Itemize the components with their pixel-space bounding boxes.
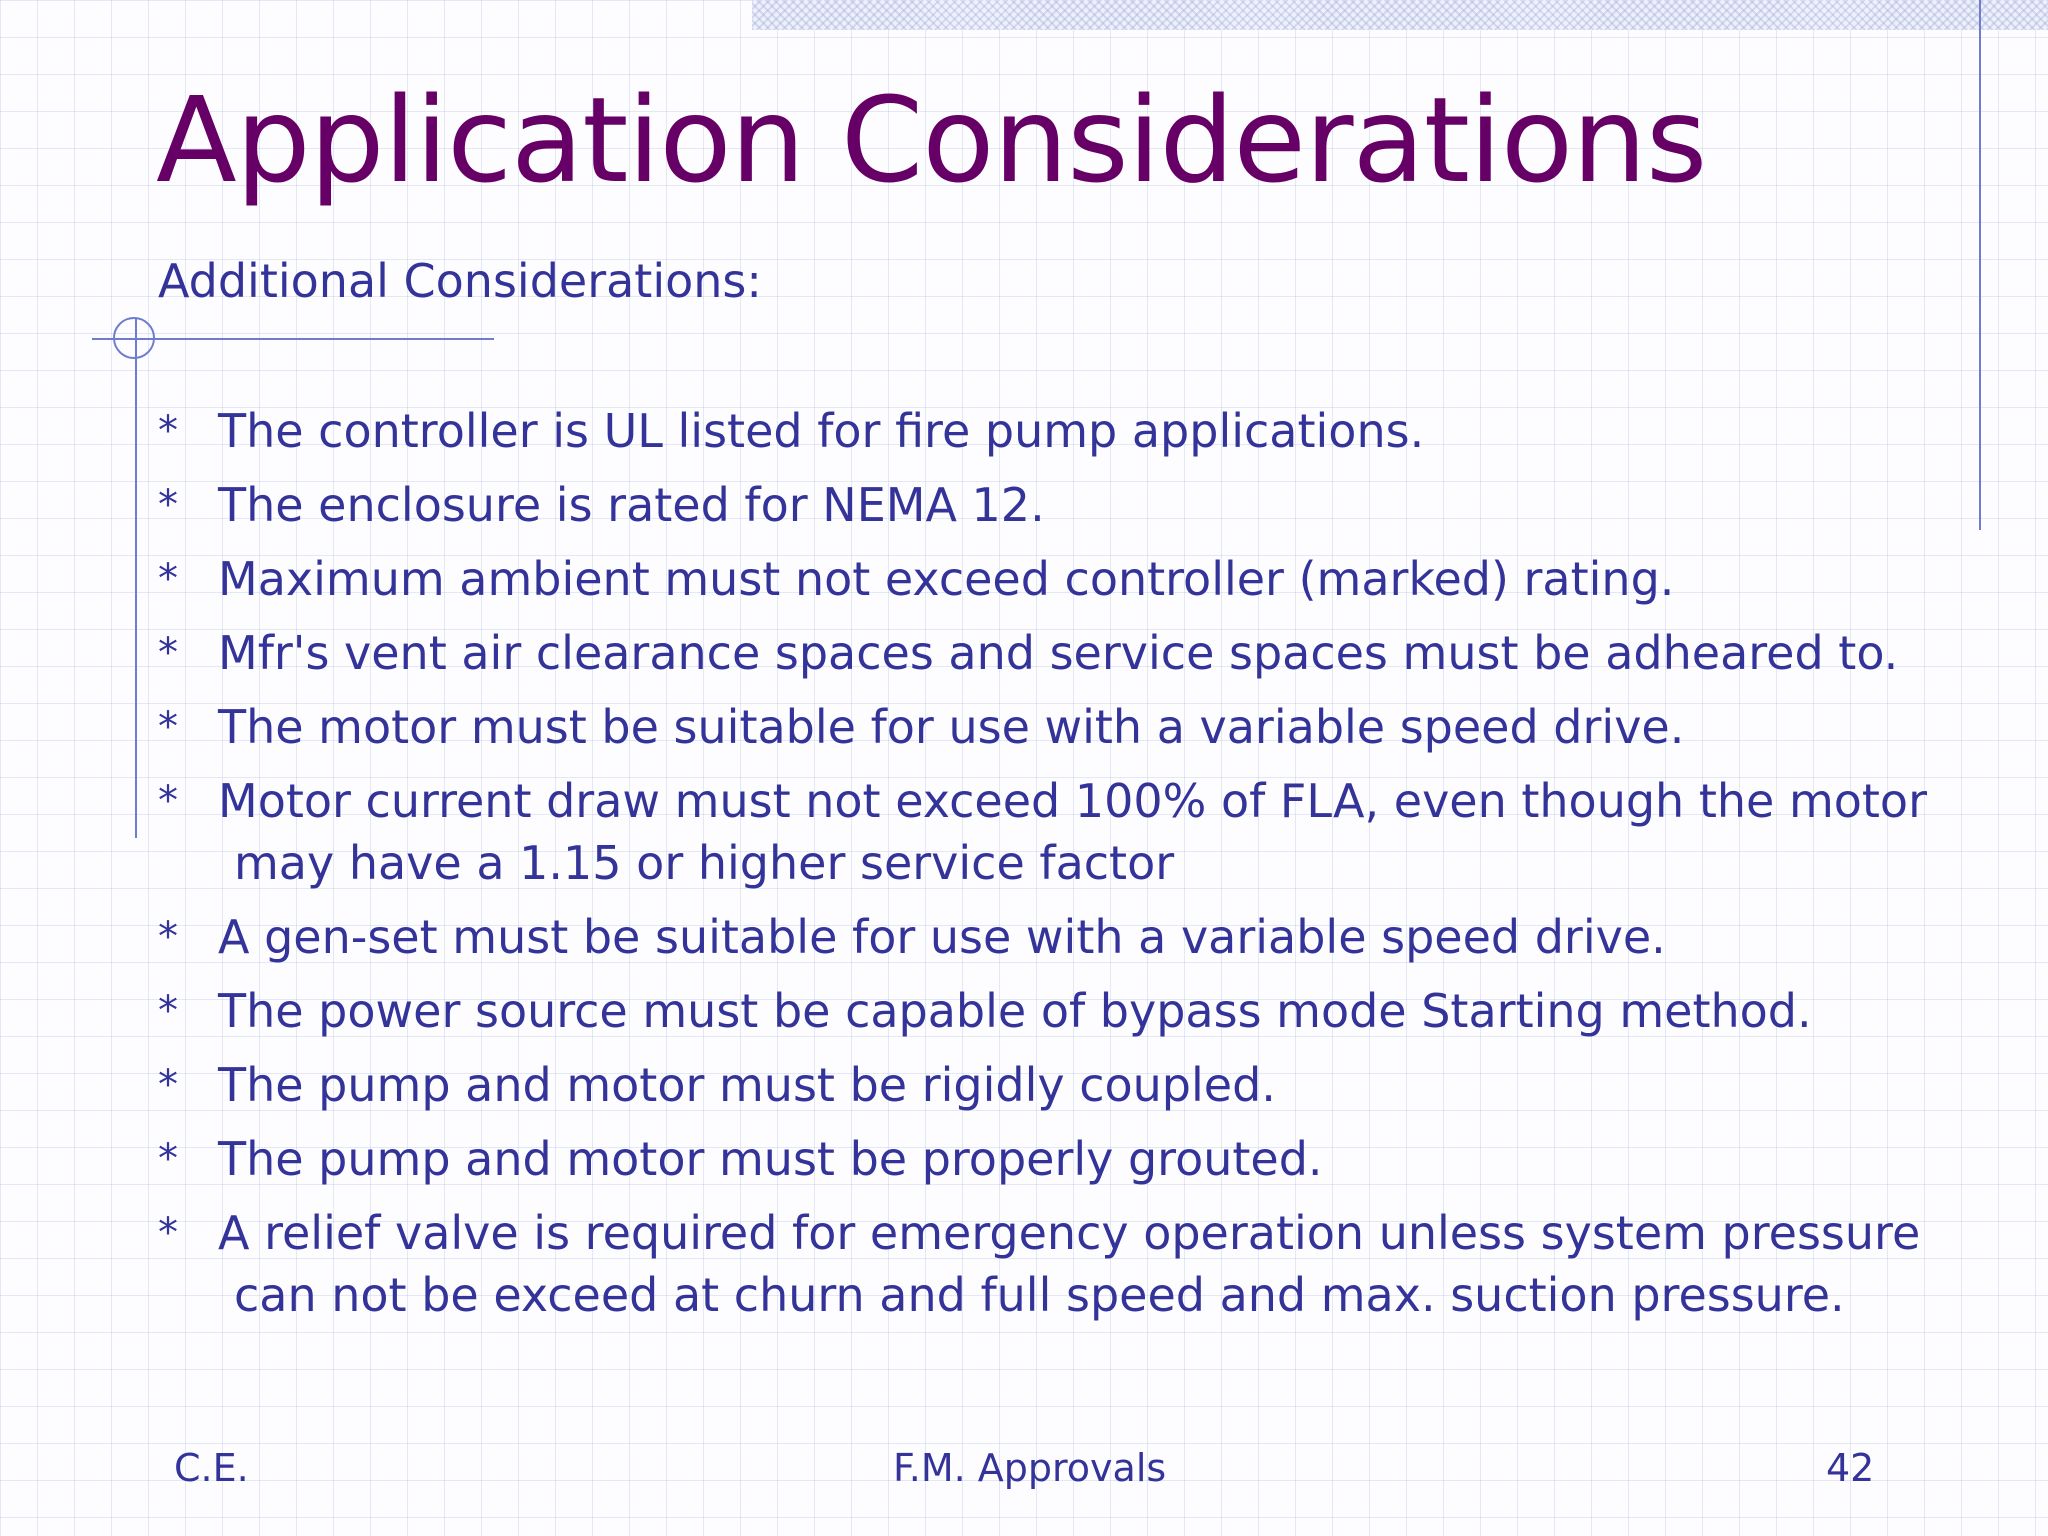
decorative-vertical-rule-right (1979, 0, 1981, 530)
bullet-list (158, 400, 1948, 1338)
asterisk-bullet-icon: * (158, 630, 178, 676)
header-pattern-band (752, 0, 2048, 30)
bullet-text-continuation: can not be exceed at churn and full speed and max. suction pressure. (234, 1268, 1845, 1322)
asterisk-bullet-icon: * (158, 556, 178, 602)
bullet-item (158, 770, 1948, 894)
bullet-item (158, 474, 1948, 536)
bullet-item (158, 1128, 1948, 1190)
bullet-text: Motor current draw must not exceed 100% of FLA, even though the motor (218, 774, 1927, 828)
bullet-text-continuation: may have a 1.15 or higher service factor (234, 836, 1175, 890)
asterisk-bullet-icon: * (158, 704, 178, 750)
bullet-text: The pump and motor must be properly grouted. (218, 1132, 1323, 1186)
bullet-item (158, 622, 1948, 684)
decorative-vertical-rule-left (135, 318, 137, 838)
bullet-text: The enclosure is rated for NEMA 12. (218, 478, 1045, 532)
asterisk-bullet-icon: * (158, 914, 178, 960)
bullet-item (158, 980, 1948, 1042)
crosshair-circle-ornament (113, 317, 155, 359)
bullet-text: The power source must be capable of bypass mode Starting method. (218, 984, 1812, 1038)
asterisk-bullet-icon: * (158, 1136, 178, 1182)
asterisk-bullet-icon: * (158, 988, 178, 1034)
footer-organization: F.M. Approvals (893, 1446, 1167, 1490)
bullet-item (158, 548, 1948, 610)
bullet-text: The motor must be suitable for use with a variable speed drive. (218, 700, 1685, 754)
bullet-item (158, 696, 1948, 758)
bullet-text: A relief valve is required for emergency operation unless system pressure (218, 1206, 1921, 1260)
bullet-text: The controller is UL listed for fire pump applications. (218, 404, 1425, 458)
slide-subtitle: Additional Considerations: (158, 254, 762, 308)
asterisk-bullet-icon: * (158, 408, 178, 454)
asterisk-bullet-icon: * (158, 1210, 178, 1256)
asterisk-bullet-icon: * (158, 778, 178, 824)
bullet-text: A gen-set must be suitable for use with a variable speed drive. (218, 910, 1666, 964)
bullet-text: Mfr's vent air clearance spaces and service spaces must be adheared to. (218, 626, 1899, 680)
page-number: 42 (1826, 1446, 1875, 1490)
bullet-item (158, 400, 1948, 462)
footer-author: C.E. (174, 1446, 249, 1490)
asterisk-bullet-icon: * (158, 482, 178, 528)
bullet-text: The pump and motor must be rigidly coupled. (218, 1058, 1276, 1112)
asterisk-bullet-icon: * (158, 1062, 178, 1108)
slide-title: Application Considerations (156, 71, 1707, 209)
bullet-item (158, 906, 1948, 968)
bullet-text: Maximum ambient must not exceed controller (marked) rating. (218, 552, 1675, 606)
bullet-item (158, 1054, 1948, 1116)
bullet-item (158, 1202, 1948, 1326)
